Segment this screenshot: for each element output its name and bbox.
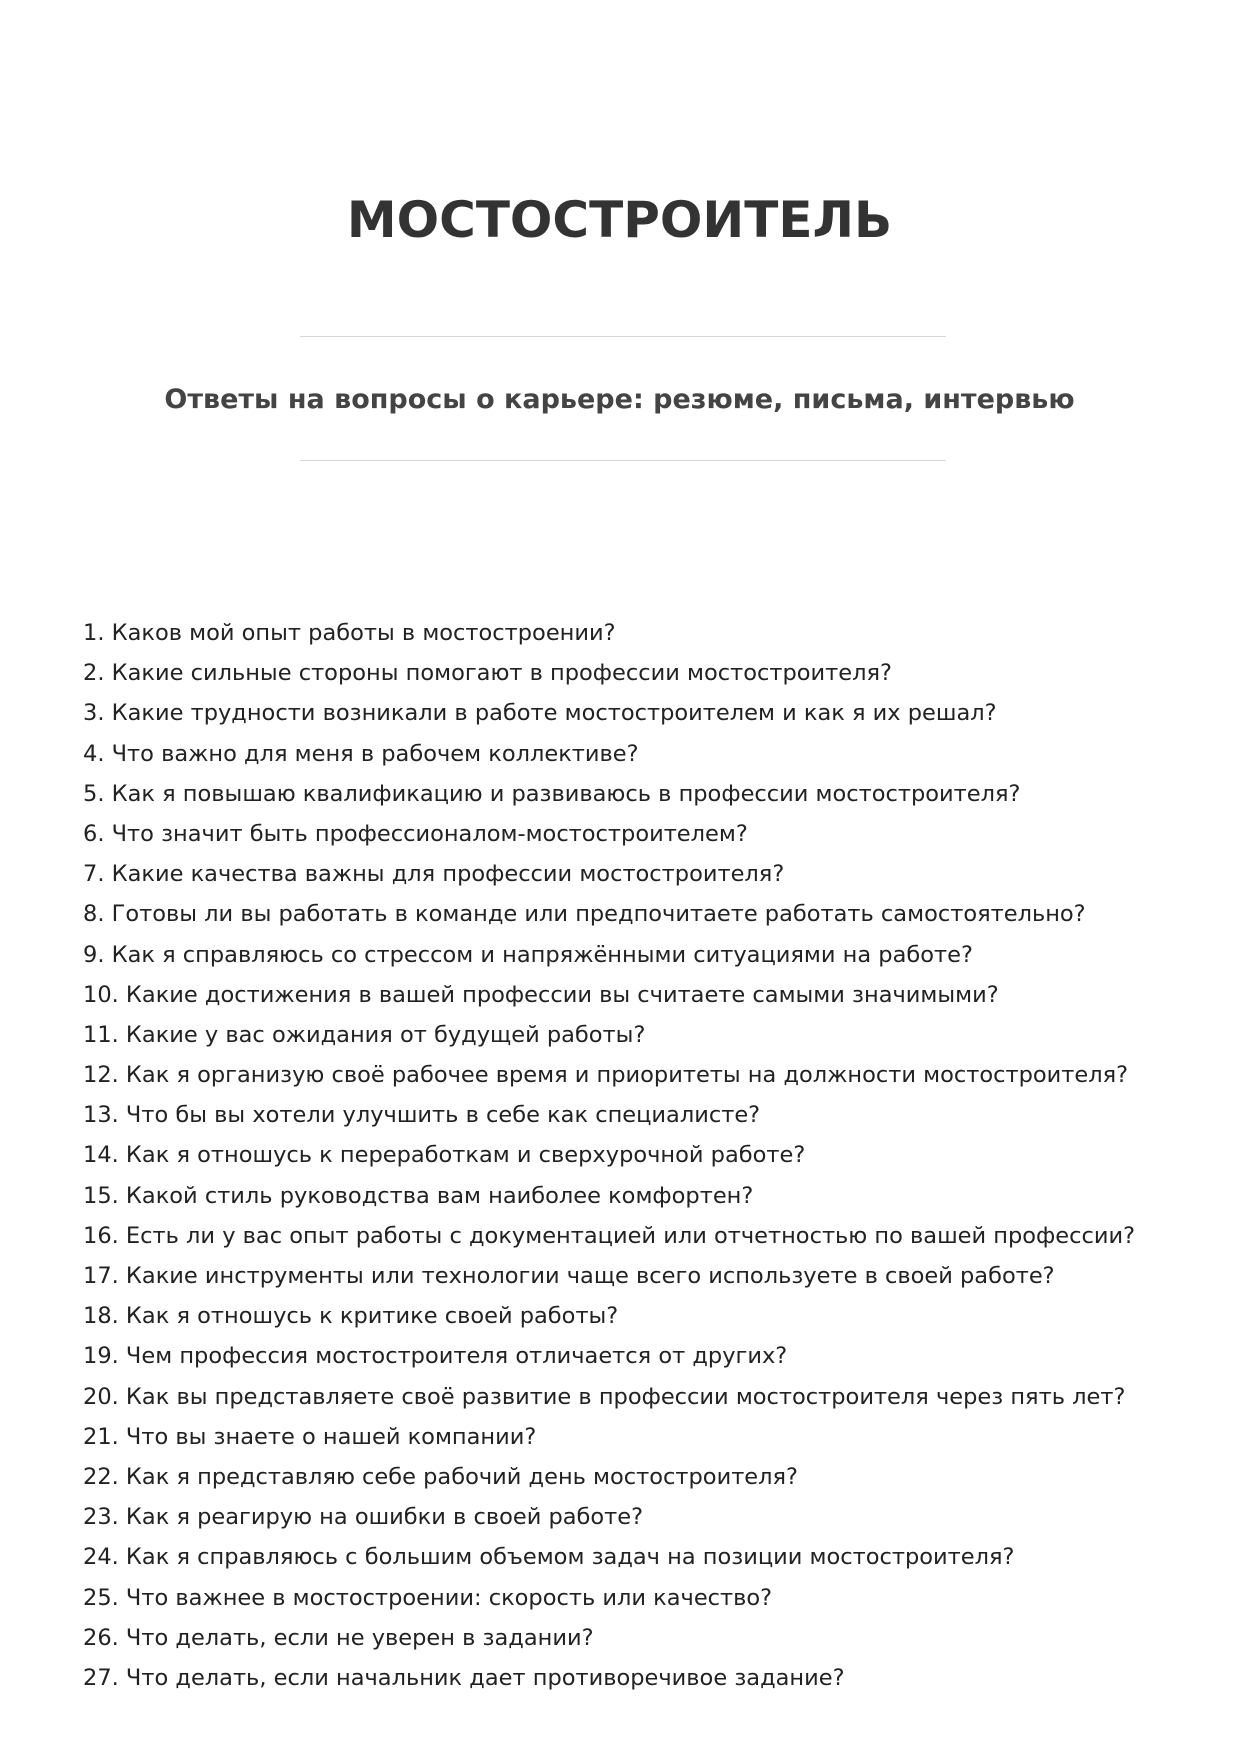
question-item: 14. Как я отношусь к переработкам и сверхурочной работе? [83,1142,806,1169]
question-item: 19. Чем профессия мостостроителя отличается от других? [83,1343,788,1370]
question-item: 11. Какие у вас ожидания от будущей работы? [83,1021,646,1048]
question-item: 21. Что вы знаете о нашей компании? [83,1423,537,1450]
question-item: 22. Как я представляю себе рабочий день мостостроителя? [83,1463,799,1490]
question-item: 3. Какие трудности возникали в работе мостостроителем и как я их решал? [83,700,997,727]
page-subtitle: Ответы на вопросы о карьере: резюме, письма, интервью [164,384,1075,415]
question-item: 25. Что важнее в мостостроении: скорость или качество? [83,1584,773,1611]
question-item: 2. Какие сильные стороны помогают в профессии мостостроителя? [83,660,892,687]
question-item: 23. Как я реагирую на ошибки в своей работе? [83,1504,644,1531]
divider-top [300,336,946,337]
question-item: 15. Какой стиль руководства вам наиболее комфортен? [83,1182,754,1209]
question-list [83,613,1193,1698]
divider-bottom [300,460,946,461]
question-item: 13. Что бы вы хотели улучшить в себе как специалисте? [83,1102,761,1129]
question-item: 24. Как я справляюсь с большим объемом задач на позиции мостостроителя? [83,1544,1015,1571]
question-item: 1. Каков мой опыт работы в мостостроении? [83,620,616,646]
question-item: 6. Что значит быть профессионалом-мостостроителем? [83,820,748,847]
question-item: 20. Как вы представляете своё развитие в профессии мостостроителя через пять лет? [83,1383,1126,1410]
question-item: 26. Что делать, если не уверен в задании? [83,1624,594,1651]
question-item: 8. Готовы ли вы работать в команде или предпочитаете работать самостоятельно? [83,901,1086,928]
question-item: 7. Какие качества важны для профессии мостостроителя? [83,861,785,888]
question-item: 27. Что делать, если начальник дает противоречивое задание? [83,1664,845,1691]
question-item: 10. Какие достижения в вашей профессии вы считаете самыми значимыми? [83,981,999,1008]
question-item: 18. Как я отношусь к критике своей работы? [83,1303,619,1330]
question-item: 17. Какие инструменты или технологии чаще всего используете в своей работе? [83,1263,1055,1289]
question-item: 4. Что важно для меня в рабочем коллективе? [83,740,639,767]
page-title: МОСТОСТРОИТЕЛЬ [346,191,893,249]
question-item: 16. Есть ли у вас опыт работы с документацией или отчетностью по вашей профессии? [83,1222,1136,1249]
question-item: 9. Как я справляюсь со стрессом и напряжёнными ситуациями на работе? [83,941,973,968]
question-item: 5. Как я повышаю квалификацию и развиваюсь в профессии мостостроителя? [83,780,1021,807]
question-item: 12. Как я организую своё рабочее время и приоритеты на должности мостостроителя? [83,1062,1129,1089]
